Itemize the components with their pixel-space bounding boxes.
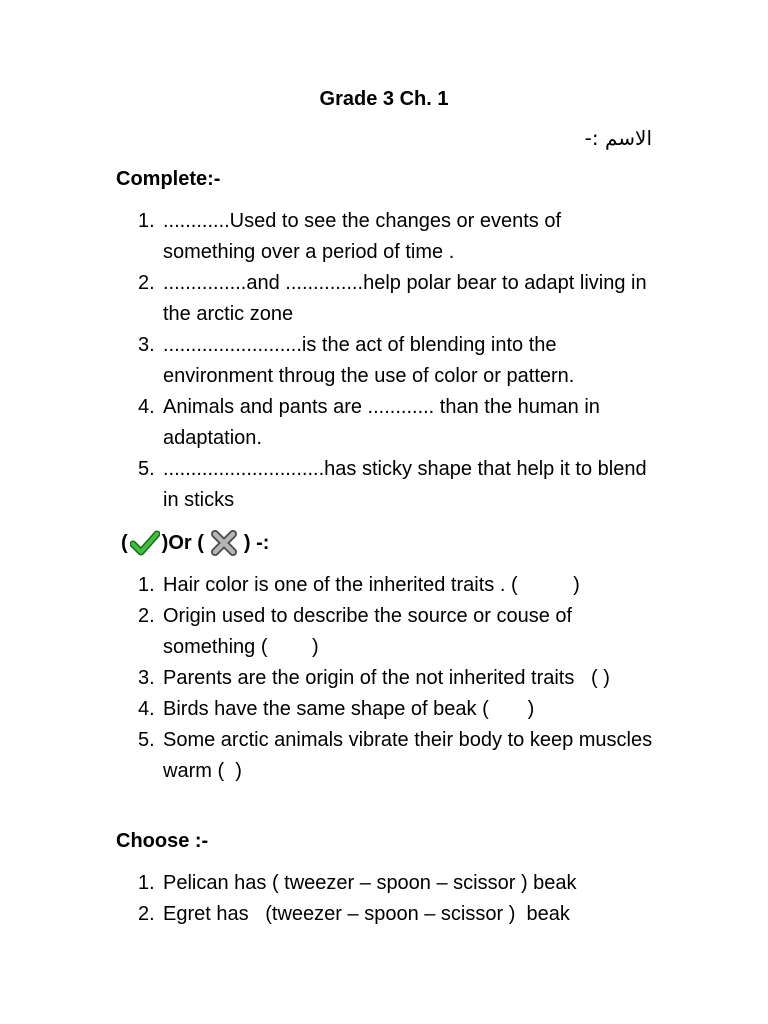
student-name-label: الاسم :- — [584, 126, 652, 150]
list-item — [116, 868, 656, 899]
item-number: 3. — [138, 667, 155, 689]
list-item — [116, 570, 656, 601]
choose-section-heading: Choose :- — [116, 830, 209, 852]
list-item — [116, 601, 656, 663]
question-text: ............Used to see the changes or events of something over a period of time . — [163, 210, 561, 263]
list-item — [116, 454, 656, 516]
true-false-question-list — [116, 570, 656, 787]
question-text: ...............and ..............help polar bear to adapt living in the arctic zone — [163, 272, 647, 325]
heading-mid-text: )Or ( — [161, 531, 204, 554]
item-number: 2. — [138, 903, 155, 925]
true-false-section-heading — [121, 530, 269, 556]
item-number: 1. — [138, 574, 155, 596]
complete-question-list — [116, 206, 656, 516]
question-text: Birds have the same shape of beak ( ) — [163, 698, 535, 720]
list-item — [116, 330, 656, 392]
heading-close-text: ) -: — [243, 531, 270, 554]
list-item — [116, 206, 656, 268]
question-text: Parents are the origin of the not inherited traits ( ) — [163, 667, 610, 689]
list-item — [116, 268, 656, 330]
question-text: .............................has sticky shape that help it to blend in sticks — [163, 458, 647, 511]
list-item — [116, 663, 656, 694]
item-number: 2. — [138, 272, 155, 294]
cross-icon — [210, 530, 238, 556]
question-text: Egret has (tweezer – spoon – scissor ) beak — [163, 903, 570, 925]
complete-section-heading: Complete:- — [116, 168, 221, 190]
page-title: Grade 3 Ch. 1 — [319, 88, 449, 110]
item-number: 3. — [138, 334, 155, 356]
question-text: Animals and pants are ............ than the human in adaptation. — [163, 396, 600, 449]
list-item — [116, 694, 656, 725]
check-icon — [130, 530, 160, 556]
item-number: 4. — [138, 698, 155, 720]
list-item — [116, 392, 656, 454]
item-number: 4. — [138, 396, 155, 418]
item-number: 1. — [138, 872, 155, 894]
item-number: 2. — [138, 605, 155, 627]
question-text: Some arctic animals vibrate their body to keep muscles warm ( ) — [163, 729, 658, 782]
question-text: Hair color is one of the inherited traits . ( ) — [163, 574, 580, 596]
item-number: 5. — [138, 458, 155, 480]
item-number: 1. — [138, 210, 155, 232]
item-number: 5. — [138, 729, 155, 751]
question-text: Origin used to describe the source or couse of something ( ) — [163, 605, 578, 658]
question-text: Pelican has ( tweezer – spoon – scissor ) beak — [163, 872, 577, 894]
list-item — [116, 899, 656, 930]
question-text: .........................is the act of blending into the environment throug the use of color or pattern. — [163, 334, 575, 387]
heading-open-paren: ( — [121, 531, 128, 554]
choose-question-list — [116, 868, 656, 930]
list-item — [116, 725, 656, 787]
